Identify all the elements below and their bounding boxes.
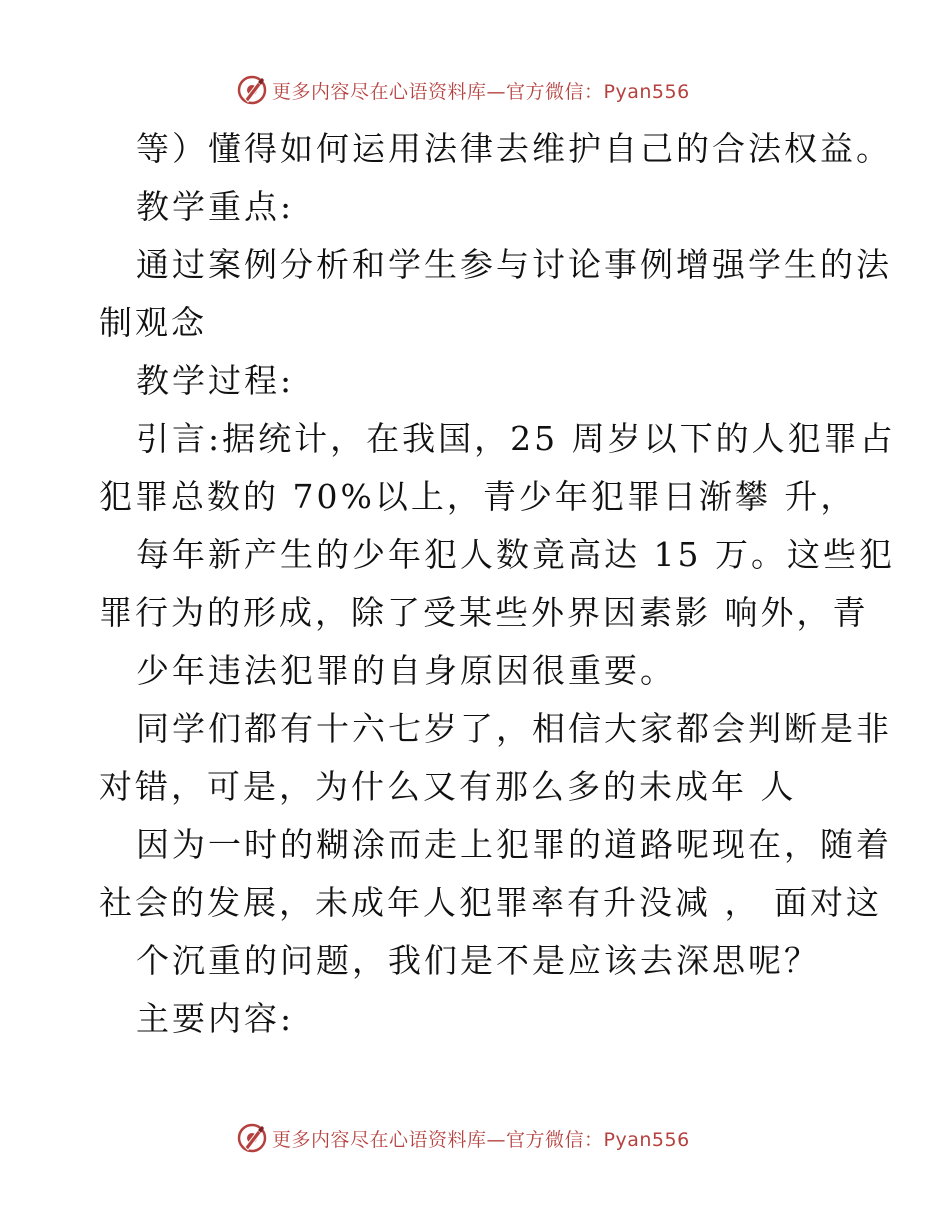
body-line: 通过案例分析和学生参与讨论事例增强学生的法 xyxy=(136,245,892,284)
body-line: 少年违法犯罪的自身原因很重要。 xyxy=(136,651,676,690)
body-line: 对错，可是，为什么又有那么多的未成年 人 xyxy=(99,767,797,806)
body-line: 社会的发展，未成年人犯罪率有升没减 ， 面对这 xyxy=(99,883,882,922)
section-heading-key-points: 教学重点: xyxy=(136,187,295,226)
watermark-text: 更多内容尽在心语资料库—官方微信：Pyan556 xyxy=(272,1128,690,1151)
body-line: 同学们都有十六七岁了，相信大家都会判断是非 xyxy=(136,709,892,748)
pen-logo-icon xyxy=(236,74,268,106)
section-heading-process: 教学过程: xyxy=(136,361,295,400)
watermark-header xyxy=(236,73,690,107)
section-heading-main-content: 主要内容: xyxy=(136,999,295,1038)
body-line: 犯罪总数的 70%以上，青少年犯罪日渐攀 升， xyxy=(99,477,857,516)
body-line: 引言:据统计，在我国，25 周岁以下的人犯罪占 xyxy=(136,419,896,458)
watermark-text: 更多内容尽在心语资料库—官方微信：Pyan556 xyxy=(272,80,690,103)
pen-logo-icon xyxy=(236,1122,268,1154)
body-line: 罪行为的形成，除了受某些外界因素影 响外，青 xyxy=(99,593,869,632)
body-line: 制观念 xyxy=(99,303,207,342)
body-line: 每年新产生的少年犯人数竟高达 15 万。这些犯 xyxy=(136,535,895,574)
body-line: 等）懂得如何运用法律去维护自己的合法权益。 xyxy=(136,129,892,168)
watermark-footer xyxy=(236,1121,690,1155)
body-line: 个沉重的问题，我们是不是应该去深思呢？ xyxy=(136,941,820,980)
body-line: 因为一时的糊涂而走上犯罪的道路呢现在，随着 xyxy=(136,825,892,864)
